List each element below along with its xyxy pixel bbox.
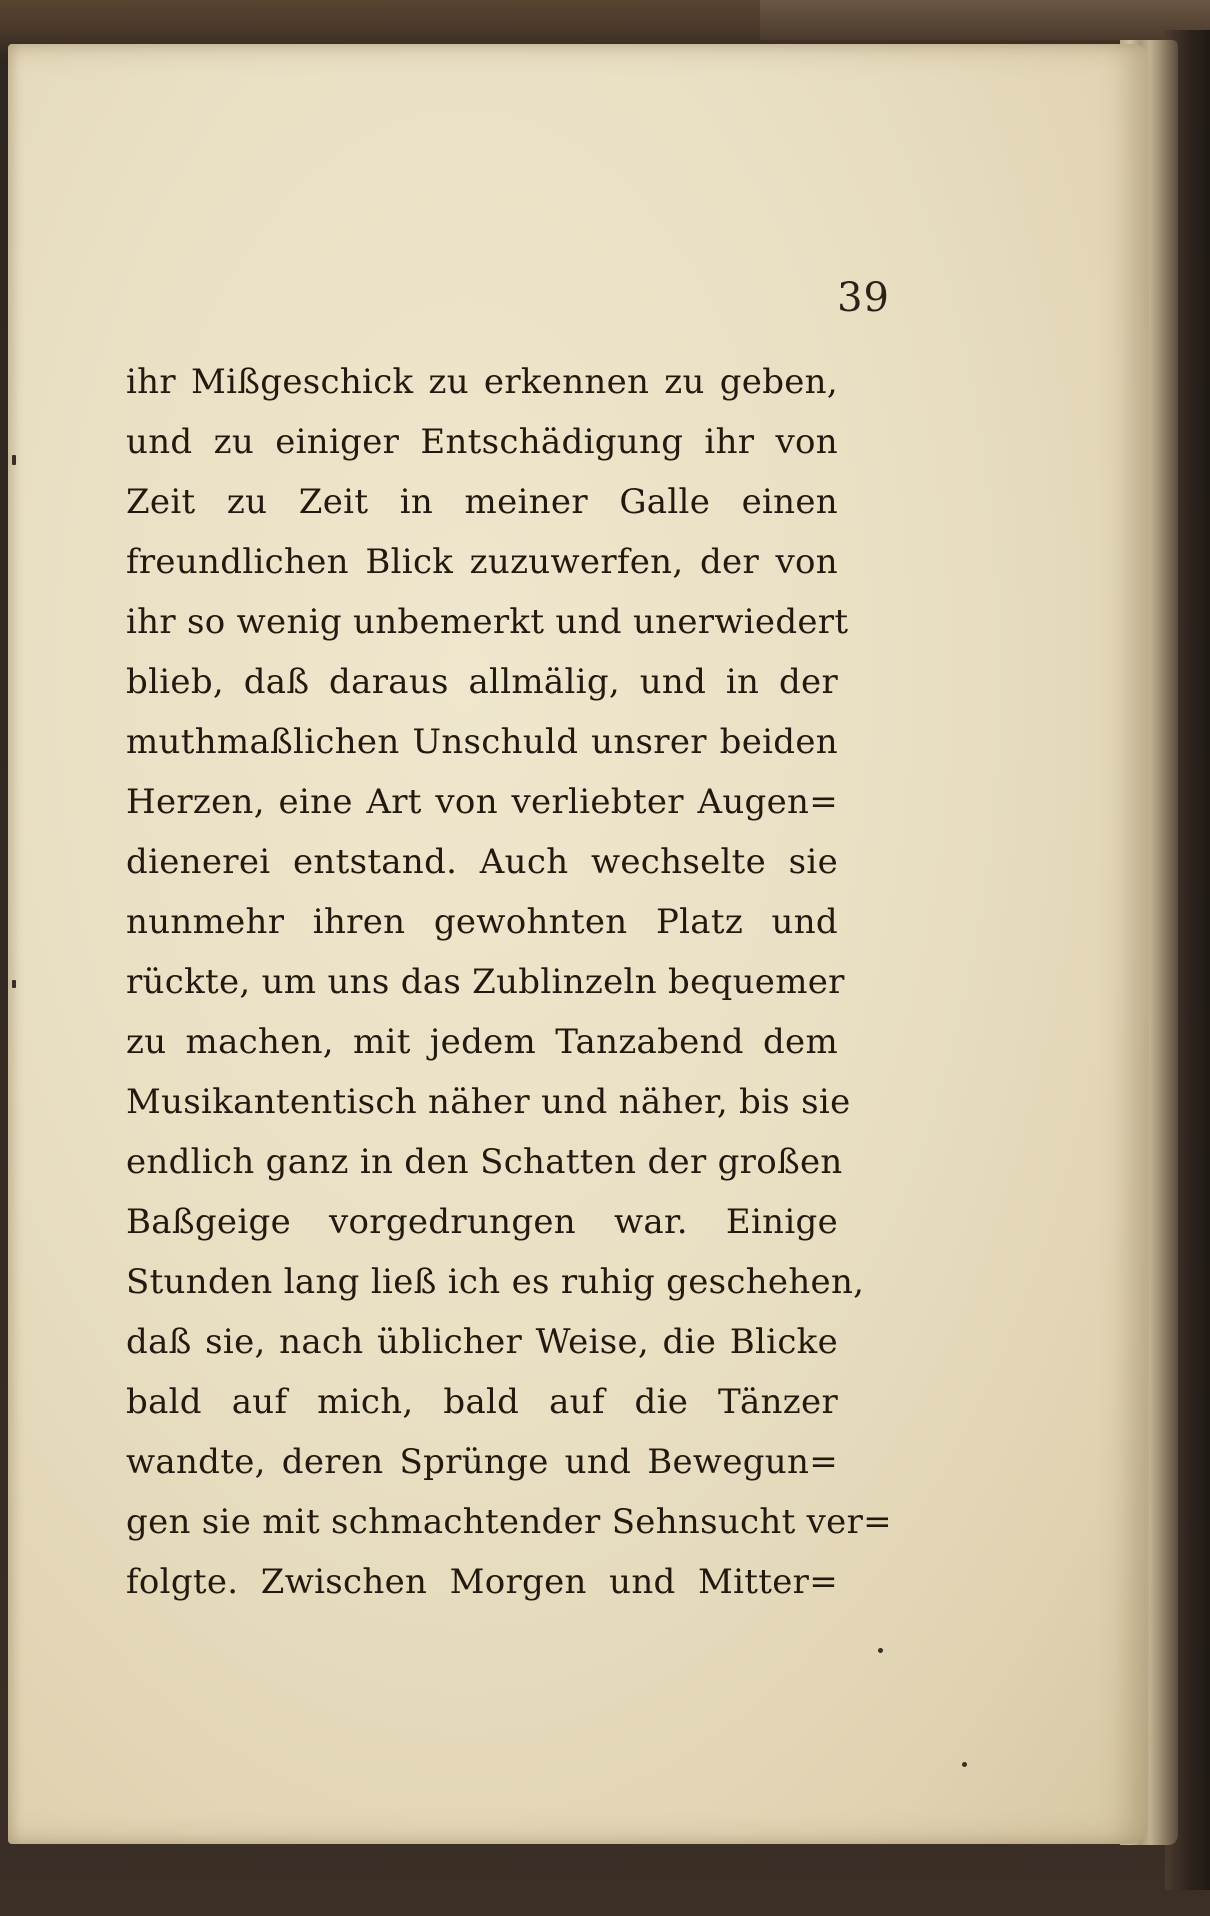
paper-speck xyxy=(12,455,16,465)
text-line: Musikantentisch näher und näher, bis sie xyxy=(126,1082,851,1122)
paper-speck xyxy=(12,980,16,988)
body-text xyxy=(126,352,892,1612)
text-line: wandte, deren Sprünge und Bewegun= xyxy=(126,1442,838,1482)
text-line: rückte, um uns das Zublinzeln bequemer xyxy=(126,962,845,1002)
text-line: blieb, daß daraus allmälig, und in der xyxy=(126,662,838,702)
text-line: Zeit zu Zeit in meiner Galle einen xyxy=(126,482,838,522)
text-line: endlich ganz in den Schatten der großen xyxy=(126,1142,843,1182)
text-line: muthmaßlichen Unschuld unsrer beiden xyxy=(126,722,838,762)
text-line: Baßgeige vorgedrungen war. Einige xyxy=(126,1202,838,1242)
text-line: ihr Mißgeschick zu erkennen zu geben, xyxy=(126,362,838,402)
text-line: Herzen, eine Art von verliebter Augen= xyxy=(126,782,838,822)
text-line: nunmehr ihren gewohnten Platz und xyxy=(126,902,838,942)
text-line: bald auf mich, bald auf die Tänzer xyxy=(126,1382,838,1422)
paper-speck xyxy=(962,1762,967,1767)
page-number: 39 xyxy=(837,275,890,321)
text-line: folgte. Zwischen Morgen und Mitter= xyxy=(126,1562,838,1602)
text-line: Stunden lang ließ ich es ruhig geschehen, xyxy=(126,1262,865,1302)
text-line: dienerei entstand. Auch wechselte sie xyxy=(126,842,838,882)
text-line: und zu einiger Entschädigung ihr von xyxy=(126,422,838,462)
text-line: daß sie, nach üblicher Weise, die Blicke xyxy=(126,1322,838,1362)
text-line: ihr so wenig unbemerkt und unerwiedert xyxy=(126,602,849,642)
text-line: freundlichen Blick zuzuwerfen, der von xyxy=(126,542,838,582)
text-line: zu machen, mit jedem Tanzabend dem xyxy=(126,1022,838,1062)
book-cover-edge xyxy=(760,0,1210,40)
text-line: gen sie mit schmachtender Sehnsucht ver= xyxy=(126,1502,892,1542)
paper-speck xyxy=(878,1648,883,1653)
